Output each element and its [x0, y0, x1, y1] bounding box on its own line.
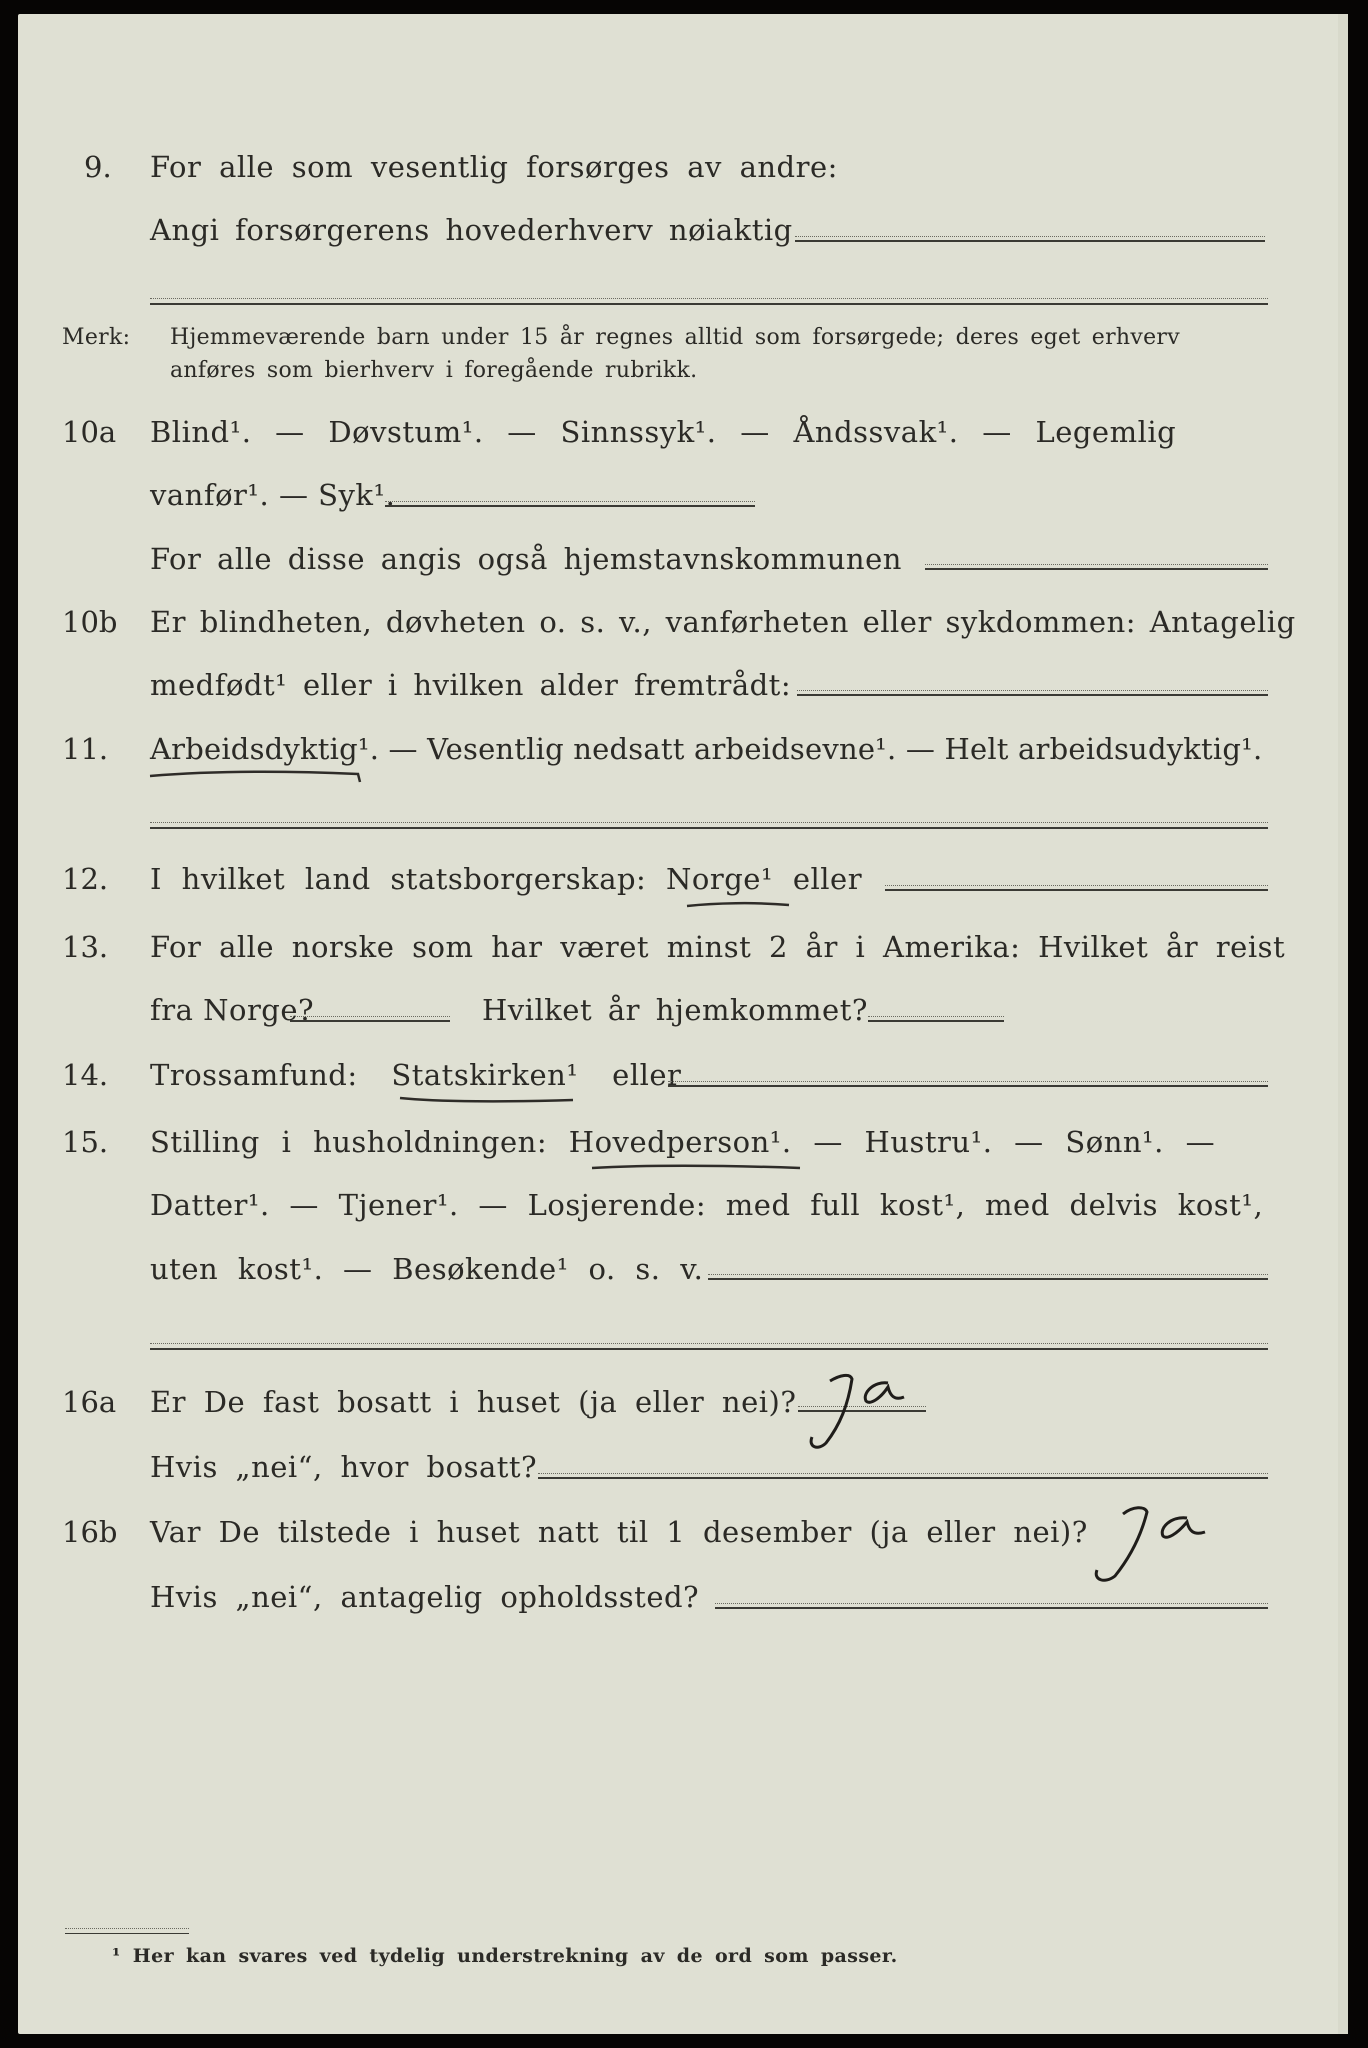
q10a-municipality-line[interactable] [925, 568, 1268, 570]
q13-line2a: fra Norge? [150, 993, 315, 1027]
footnote-separator [65, 1933, 189, 1934]
q13-line1: For alle norske som har været minst 2 år i Amerika: Hvilket år reist [150, 930, 1286, 964]
q16a-answer-handwriting [800, 1365, 920, 1455]
hovedperson-underline [590, 1160, 805, 1178]
q10b-number: 10b [62, 605, 118, 639]
q14-number: 14. [62, 1058, 109, 1092]
q10a-line2: vanfør¹. — Syk¹. [150, 478, 396, 512]
q10a-line3: For alle disse angis også hjemstavnskommunen [150, 542, 902, 576]
q9-answer-line[interactable] [795, 240, 1265, 242]
q13-hjemkommet-line[interactable] [868, 1020, 1004, 1022]
q12-number: 12. [62, 862, 109, 896]
arbeidsdyktig-underline [148, 768, 363, 788]
q16b-line2: Hvis „nei“, antagelig opholdssted? [150, 1580, 700, 1614]
q11-line1: Arbeidsdyktig¹. — Vesentlig nedsatt arbeidsevne¹. — Helt arbeidsudyktig¹. [150, 732, 1263, 766]
q15-line1: Stilling i husholdningen: Hovedperson¹. — Hustru¹. — Sønn¹. — [150, 1125, 1216, 1159]
q9-answer-line-2[interactable] [150, 303, 1268, 305]
q15-number: 15. [62, 1125, 109, 1159]
q13-reist-line[interactable] [290, 1020, 450, 1022]
q16a-bosatt-line[interactable] [538, 1477, 1268, 1479]
q12-line1: I hvilket land statsborgerskap: Norge¹ eller [150, 862, 863, 896]
q13-number: 13. [62, 930, 109, 964]
q12-answer-line[interactable] [885, 889, 1268, 891]
q15-answer-line[interactable] [708, 1278, 1268, 1280]
q16a-answer-text: Ja [800, 1365, 801, 1366]
q10a-number: 10a [62, 415, 117, 449]
merk-label: Merk: [62, 325, 131, 350]
q14-line1: Trossamfund: Statskirken¹ eller [150, 1058, 682, 1092]
q16a-number: 16a [62, 1385, 117, 1419]
q16b-answer-text: Ja [1075, 1500, 1076, 1501]
q16b-answer-handwriting [1075, 1500, 1225, 1590]
q15-line2: Datter¹. — Tjener¹. — Losjerende: med full kost¹, med delvis kost¹, [150, 1188, 1264, 1222]
merk-line2: anføres som bierhverv i foregående rubrikk. [170, 358, 698, 383]
q9-number: 9. [84, 150, 112, 184]
q16a-line1: Er De fast bosatt i huset (ja eller nei)? [150, 1385, 797, 1419]
statskirken-underline [398, 1092, 578, 1110]
q11-number: 11. [62, 732, 109, 766]
q10a-line1: Blind¹. — Døvstum¹. — Sinnssyk¹. — Åndssvak¹. — Legemlig [150, 415, 1177, 449]
q15-line3: uten kost¹. — Besøkende¹ o. s. v. [150, 1252, 704, 1286]
q10b-line1: Er blindheten, døvheten o. s. v., vanførheten eller sykdommen: Antagelig [150, 605, 1296, 639]
q10a-answer-line[interactable] [385, 505, 755, 507]
q10b-line2: medfødt¹ eller i hvilken alder fremtrådt: [150, 668, 792, 702]
q13-line2b: Hvilket år hjemkommet? [482, 993, 868, 1027]
q14-answer-line[interactable] [668, 1085, 1268, 1087]
footnote: ¹ Her kan svares ved tydelig understrekning av de ord som passer. [112, 1945, 898, 1967]
merk-line1: Hjemmeværende barn under 15 år regnes alltid som forsørgede; deres eget erhverv [170, 325, 1180, 350]
q10b-answer-line[interactable] [797, 694, 1268, 696]
q11-answer-line[interactable] [150, 827, 1268, 829]
q16b-opholdssted-line[interactable] [715, 1607, 1268, 1609]
q15-answer-line-2[interactable] [150, 1348, 1268, 1350]
q16b-number: 16b [62, 1515, 118, 1549]
norge-underline [685, 898, 795, 914]
q16b-line1: Var De tilstede i huset natt til 1 desember (ja eller nei)? [150, 1515, 1088, 1549]
q16a-line2: Hvis „nei“, hvor bosatt? [150, 1450, 538, 1484]
q9-line2: Angi forsørgerens hovederhverv nøiaktig [150, 213, 793, 247]
q9-line1: For alle som vesentlig forsørges av andre: [150, 150, 838, 184]
